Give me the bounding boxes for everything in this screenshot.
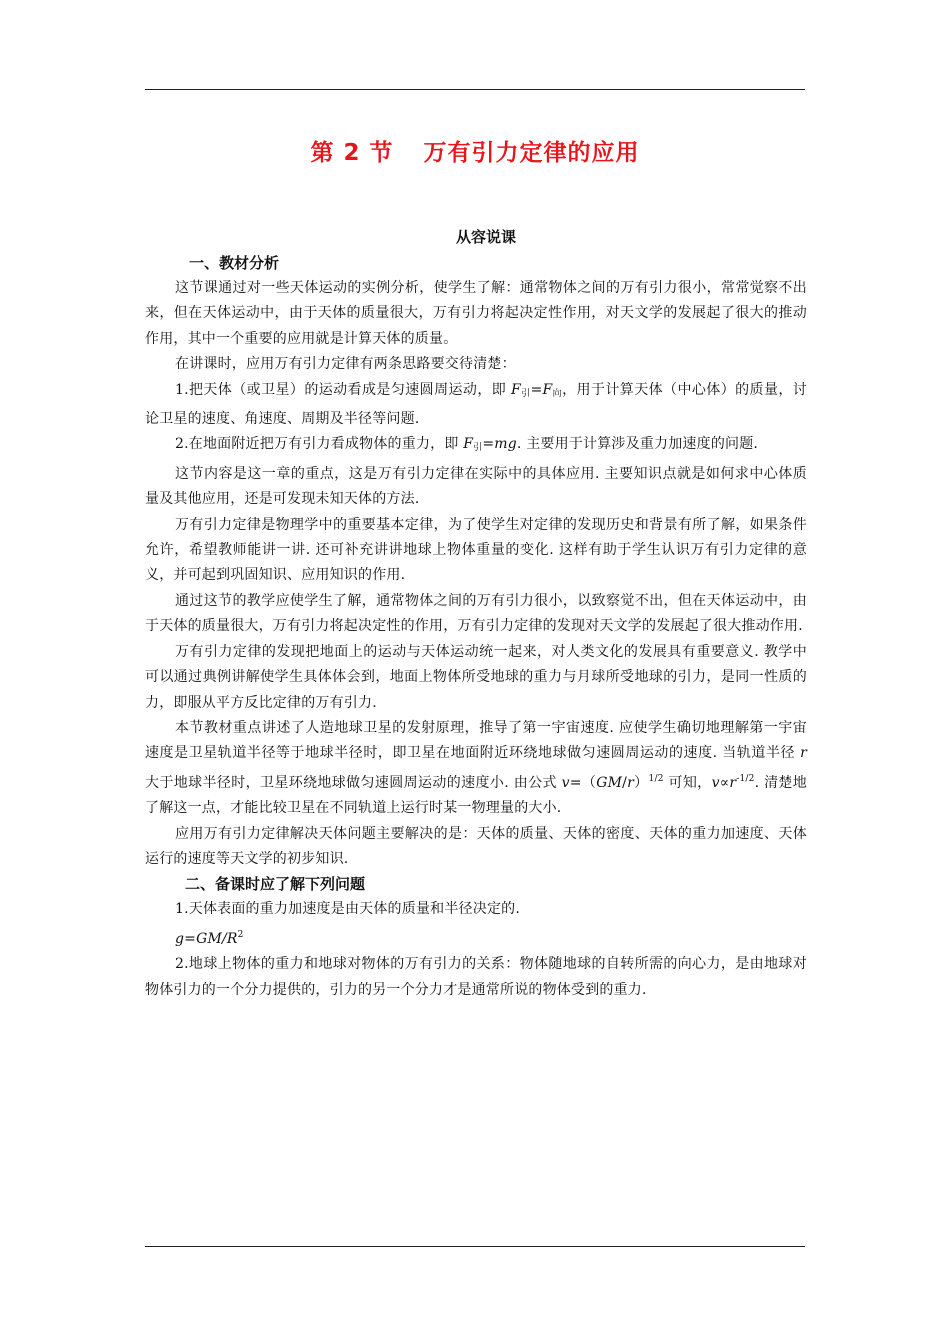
- paragraph: 在讲课时，应用万有引力定律有两条思路要交待清楚：: [175, 356, 516, 373]
- paragraph: 1.把天体（或卫星）的运动看成是匀速圆周运动，即 $F_引=F_向$，用于计算天体（中心体）的质量，讨论卫星的速度、角速度、周期及半径等问题.: [145, 381, 807, 428]
- footer-rule: [145, 1246, 805, 1247]
- paragraph: 通过这节的教学应使学生了解，通常物体之间的万有引力很小，以致察觉不出，但在天体运动中，由于天体的质量很大，万有引力将起决定性的作用，万有引力定律的发现对天文学的发展起了很大推动作用.: [145, 592, 807, 635]
- paragraph: 这节课通过对一些天体运动的实例分析，使学生了解：通常物体之间的万有引力很小，常常觉察不出来，但在天体运动中，由于天体的质量很大，万有引力将起决定性作用，对天文学的发展起了很大的推动作用，其中一个重要的应用就是计算天体的质量。: [145, 280, 807, 347]
- page-title: [0, 134, 950, 167]
- paragraph: 1.天体表面的重力加速度是由天体的质量和半径决定的.: [175, 901, 521, 918]
- section-heading: 二、备课时应了解下列问题: [185, 875, 366, 894]
- formula: $g=GM/R^2$: [175, 929, 244, 947]
- section-heading: 一、教材分析: [189, 254, 280, 272]
- paragraph: 这节内容是这一章的重点，这是万有引力定律在实际中的具体应用. 主要知识点就是如何求中心体质量及其他应用，还是可发现未知天体的方法.: [145, 465, 807, 508]
- paragraph: 2.地球上物体的重力和地球对物体的万有引力的关系：物体随地球的自转所需的向心力，是由地球对物体引力的一个分力提供的，引力的另一个分力才是通常所说的物体受到的重力.: [145, 956, 807, 998]
- paragraph: 2.在地面附近把万有引力看成物体的重力，即 $F_引=mg$. 主要用于计算涉及重力加速度的问题.: [175, 436, 759, 454]
- document-body: [145, 224, 807, 1003]
- title-number: 第 2 节: [310, 140, 394, 166]
- paragraph: 万有引力定律是物理学中的重要基本定律，为了使学生对定律的发现历史和背景有所了解，如果条件允许，希望教师能讲一讲. 还可补充讲讲地球上物体重量的变化. 这样有助于学生认识万有引力定律的意义，并可起到巩固知识、应用知识的作用.: [145, 516, 807, 584]
- paragraph: 本节教材重点讲述了人造地球卫星的发射原理，推导了第一宇宙速度. 应使学生确切地理解第一宇宙速度是卫星轨道半径等于地球半径时，即卫星在地面附近环绕地球做匀速圆周运动的速度. 当轨道半径 r 大于地球半径时，卫星环绕地球做匀速圆周运动的速度小. 由公式 $v=(GM/r)^{1/2}$ 可知，$v\propto r^{-1/2}$. 清楚地了解这一点，才能比较卫星在不同轨道上运行时某一物理量的大小.: [145, 719, 808, 817]
- header-rule: [145, 89, 805, 90]
- paragraph: 应用万有引力定律解决天体问题主要解决的是：天体的质量、天体的密度、天体的重力加速度、天体运行的速度等天文学的初步知识.: [145, 825, 807, 867]
- subheading: 从容说课: [455, 228, 516, 246]
- paragraph: 万有引力定律的发现把地面上的运动与天体运动统一起来，对人类文化的发展具有重要意义. 教学中可以通过典例讲解使学生具体体会到，地面上物体所受地球的重力与月球所受地球的引力，是同一性质的力，即服从平方反比定律的万有引力.: [145, 643, 807, 711]
- title-text: 万有引力定律的应用: [423, 140, 640, 166]
